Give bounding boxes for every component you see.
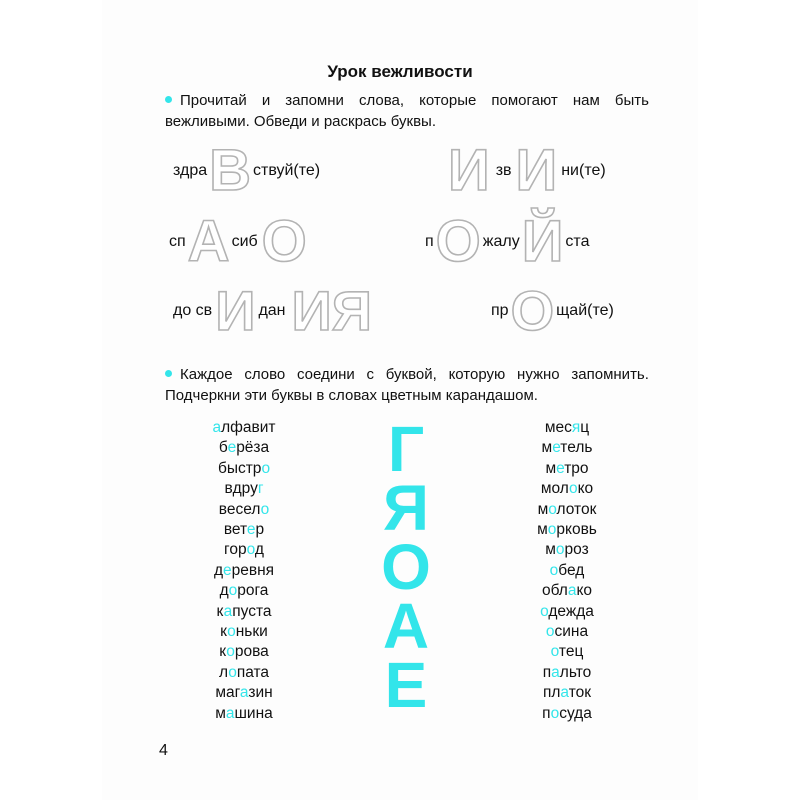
word-part: м bbox=[537, 521, 548, 539]
outline-letter[interactable]: И bbox=[515, 138, 558, 203]
word-part: зин bbox=[248, 684, 273, 702]
highlighted-letter: о bbox=[261, 459, 271, 477]
word-list-item[interactable] bbox=[144, 602, 344, 622]
word-list-item[interactable] bbox=[467, 683, 667, 703]
outline-letter[interactable]: Й bbox=[521, 209, 564, 274]
left-word-list bbox=[144, 418, 344, 724]
outline-letter[interactable]: А bbox=[187, 209, 230, 274]
highlighted-letter: а bbox=[225, 704, 235, 722]
word-part: ц bbox=[580, 419, 590, 436]
word-part: м bbox=[541, 439, 553, 457]
word-part: к bbox=[220, 623, 228, 641]
page-number: 4 bbox=[159, 742, 168, 759]
highlighted-letter: о bbox=[555, 541, 565, 559]
word-list-item[interactable] bbox=[144, 704, 344, 724]
word-list-item[interactable] bbox=[467, 500, 667, 520]
word-list-item[interactable] bbox=[144, 622, 344, 642]
word-list-item[interactable] bbox=[144, 438, 344, 458]
task-2-line-2: Подчеркни эти буквы в словах цветным карандашом. bbox=[165, 387, 538, 404]
word-part: м bbox=[215, 704, 226, 722]
word-part: сина bbox=[554, 623, 589, 641]
word-list-item[interactable] bbox=[144, 459, 344, 479]
word-list-item[interactable] bbox=[144, 561, 344, 581]
task-1-line-2: вежливыми. Обведи и раскрась буквы. bbox=[165, 113, 436, 130]
word-part: ко bbox=[576, 582, 593, 600]
highlighted-letter: о bbox=[228, 663, 237, 681]
highlighted-letter: о bbox=[548, 500, 557, 518]
task-1-line-1 bbox=[165, 90, 649, 111]
highlighted-letter: о bbox=[550, 643, 559, 661]
big-letter[interactable]: О bbox=[381, 531, 431, 603]
outline-letter[interactable]: О bbox=[510, 279, 555, 342]
task-2-word: с bbox=[366, 366, 375, 383]
big-letters-column bbox=[380, 413, 432, 721]
outline-letter[interactable]: В bbox=[209, 138, 252, 203]
word-part: д bbox=[213, 561, 223, 579]
outline-letter[interactable]: И bbox=[215, 279, 256, 342]
task-1-word: помогают bbox=[491, 92, 558, 109]
highlighted-letter: я bbox=[571, 419, 581, 436]
highlighted-letter: о bbox=[550, 704, 560, 722]
word-part: м bbox=[537, 500, 549, 518]
word-list-item[interactable] bbox=[144, 581, 344, 601]
task-2-word: соедини bbox=[296, 366, 355, 383]
highlighted-letter: е bbox=[227, 439, 237, 457]
task-2-line-1 bbox=[165, 364, 649, 385]
task-2-word: запомнить. bbox=[571, 366, 649, 383]
word-part: ньки bbox=[235, 623, 268, 641]
word-part: к bbox=[216, 602, 224, 620]
highlighted-letter: о bbox=[547, 521, 557, 539]
word-list-item[interactable] bbox=[144, 642, 344, 662]
word-part: тро bbox=[564, 459, 589, 477]
word-list-item[interactable] bbox=[467, 520, 667, 540]
word-part: тель bbox=[560, 439, 593, 457]
highlighted-letter: о bbox=[246, 541, 255, 559]
word-part: пуста bbox=[232, 602, 272, 620]
highlighted-letter: о bbox=[568, 480, 578, 498]
outline-letter[interactable]: О bbox=[435, 209, 481, 274]
highlighted-letter: о bbox=[549, 561, 559, 579]
word-part: льто bbox=[559, 663, 592, 681]
word-спасибо: сп А сиб О bbox=[169, 209, 307, 274]
highlighted-letter: а bbox=[560, 684, 569, 702]
word-list-item[interactable] bbox=[144, 683, 344, 703]
outline-letter[interactable]: О bbox=[261, 209, 307, 274]
word-part: пата bbox=[236, 663, 270, 681]
word-list-item[interactable] bbox=[467, 642, 667, 662]
word-part: ток bbox=[568, 684, 592, 702]
word-part: суда bbox=[559, 704, 592, 722]
highlighted-letter: е bbox=[552, 439, 561, 457]
word-part: рковь bbox=[556, 521, 597, 539]
word-part: вет bbox=[223, 521, 247, 539]
word-list-item[interactable] bbox=[467, 418, 667, 438]
word-извините: И зв И ни(те) bbox=[448, 138, 606, 203]
bullet-icon bbox=[165, 370, 172, 377]
highlighted-letter: а bbox=[223, 602, 233, 620]
word-part: роз bbox=[564, 541, 589, 559]
big-letter[interactable]: Г bbox=[387, 413, 425, 485]
highlighted-letter: а bbox=[212, 419, 222, 436]
word-part: д bbox=[254, 541, 264, 559]
word-part: вдру bbox=[224, 480, 258, 498]
word-list-item[interactable] bbox=[144, 500, 344, 520]
word-part: дежда bbox=[548, 602, 594, 620]
right-word-list bbox=[467, 418, 667, 724]
task-2-word: нужно bbox=[517, 366, 560, 383]
word-list-item[interactable] bbox=[144, 540, 344, 560]
word-part: лфавит bbox=[221, 419, 276, 436]
task-2-first-word: Каждое bbox=[165, 364, 233, 385]
word-list-item[interactable] bbox=[144, 520, 344, 540]
highlighted-letter: о bbox=[227, 623, 236, 641]
word-прощайте: пр О щай(те) bbox=[491, 279, 614, 342]
word-до-свидания: до св И дан ИЯ bbox=[173, 279, 373, 342]
word-part: б bbox=[218, 439, 228, 457]
word-part: д bbox=[219, 582, 229, 600]
highlighted-letter: а bbox=[551, 663, 560, 681]
word-part: ко bbox=[577, 480, 594, 498]
task-2-word: слово bbox=[244, 366, 286, 383]
word-list-item[interactable] bbox=[467, 479, 667, 499]
task-1-word: запомни bbox=[285, 92, 344, 109]
task-1-first-word: Прочитай bbox=[165, 90, 247, 111]
big-letter[interactable]: А bbox=[382, 590, 430, 662]
word-list-item[interactable] bbox=[467, 438, 667, 458]
word-part: ревня bbox=[231, 561, 275, 579]
word-list-item[interactable] bbox=[144, 479, 344, 499]
word-list-item[interactable] bbox=[467, 704, 667, 724]
highlighted-letter: о bbox=[545, 623, 555, 641]
task-1-word: которые bbox=[419, 92, 477, 109]
word-list-item[interactable] bbox=[467, 622, 667, 642]
outline-letter[interactable]: ИЯ bbox=[291, 279, 373, 342]
word-part: р bbox=[255, 521, 265, 539]
word-part: шина bbox=[234, 704, 273, 722]
word-part: к bbox=[219, 643, 227, 661]
word-part: м bbox=[545, 459, 557, 477]
word-part: п bbox=[542, 663, 552, 681]
task-2-word: буквой, bbox=[385, 366, 437, 383]
word-part: п bbox=[542, 704, 551, 722]
highlighted-letter: е bbox=[246, 521, 256, 539]
word-part: рова bbox=[234, 643, 269, 661]
word-part: рога bbox=[237, 582, 269, 600]
word-здравствуйте: здра В ствуй(те) bbox=[173, 138, 321, 203]
highlighted-letter: е bbox=[556, 459, 565, 477]
word-part: мес bbox=[544, 419, 572, 436]
word-part: пл bbox=[542, 684, 561, 702]
task-2-instructions bbox=[165, 364, 649, 406]
task-2-word: которую bbox=[448, 366, 506, 383]
word-list-item[interactable] bbox=[467, 459, 667, 479]
task-1-word: и bbox=[261, 92, 271, 109]
bullet-icon bbox=[165, 96, 172, 103]
word-list-item[interactable] bbox=[467, 561, 667, 581]
big-letter[interactable]: Я bbox=[383, 472, 429, 544]
word-part: л bbox=[218, 663, 229, 681]
word-part: гор bbox=[224, 541, 247, 559]
word-part: тец bbox=[558, 643, 584, 661]
word-list-item[interactable] bbox=[144, 418, 344, 438]
word-list-item[interactable] bbox=[467, 663, 667, 683]
task-1-word: нам bbox=[572, 92, 600, 109]
highlighted-letter: а bbox=[239, 684, 249, 702]
word-part: рёза bbox=[236, 439, 270, 457]
word-list-item[interactable] bbox=[467, 602, 667, 622]
word-part: лоток bbox=[556, 500, 597, 518]
lesson-title: Урок вежливости bbox=[327, 62, 473, 81]
task-1-word: быть bbox=[614, 92, 649, 109]
highlighted-letter: о bbox=[540, 602, 549, 620]
task-1-instructions bbox=[165, 90, 649, 132]
highlighted-letter: о bbox=[226, 643, 235, 661]
word-part: бед bbox=[558, 561, 585, 579]
highlighted-letter: г bbox=[257, 480, 264, 498]
word-list-item[interactable] bbox=[467, 540, 667, 560]
word-part: обл bbox=[541, 582, 568, 600]
word-part: м bbox=[545, 541, 556, 559]
word-part: быстр bbox=[217, 459, 262, 477]
highlighted-letter: е bbox=[222, 561, 232, 579]
highlighted-letter: а bbox=[567, 582, 577, 600]
big-letter[interactable]: Е bbox=[384, 649, 428, 721]
highlighted-letter: о bbox=[228, 582, 238, 600]
task-1-word: слова, bbox=[358, 92, 405, 109]
word-part: мол bbox=[540, 480, 569, 498]
word-part: весел bbox=[218, 500, 261, 518]
word-list-item[interactable] bbox=[467, 581, 667, 601]
highlighted-letter: о bbox=[260, 500, 270, 518]
word-part: маг bbox=[215, 684, 240, 702]
word-пожалуйста: п О жалу Й ста bbox=[425, 209, 590, 274]
word-list-item[interactable] bbox=[144, 663, 344, 683]
outline-letter[interactable]: И bbox=[448, 138, 490, 203]
